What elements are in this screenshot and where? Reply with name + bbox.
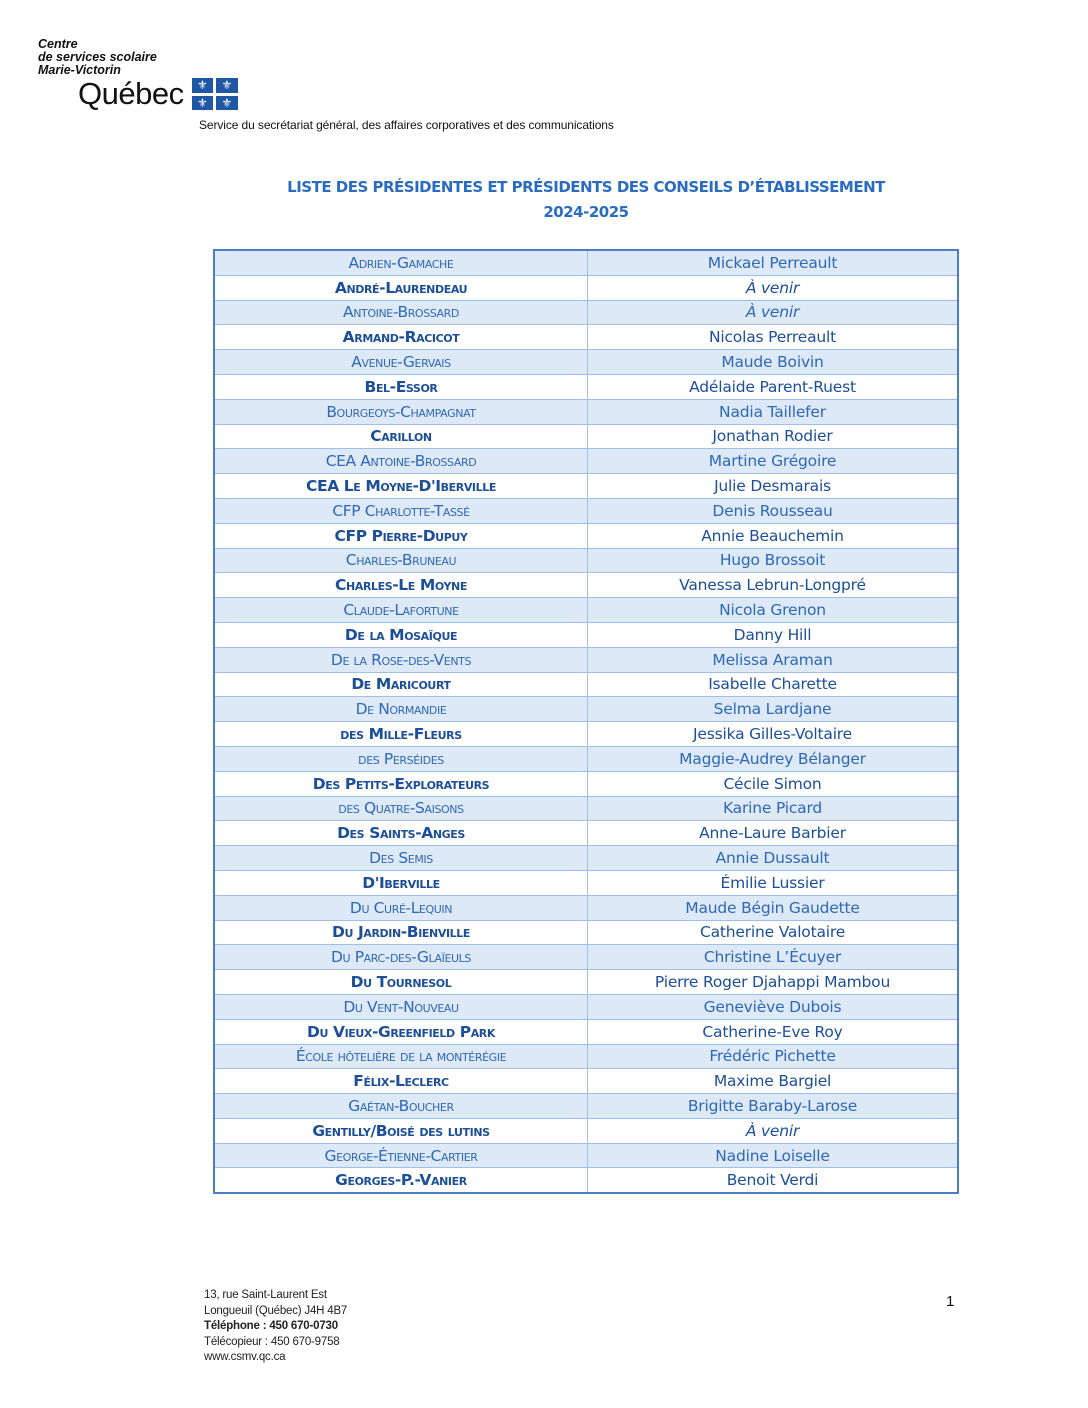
table-row bbox=[214, 870, 958, 895]
president-name: Émilie Lussier bbox=[588, 870, 959, 895]
president-name: À venir bbox=[588, 300, 959, 325]
president-name: Maggie-Audrey Bélanger bbox=[588, 746, 959, 771]
president-name: Geneviève Dubois bbox=[588, 994, 959, 1019]
school-name: Du Vieux-Greenfield Park bbox=[214, 1019, 588, 1044]
school-name: CEA Antoine-Brossard bbox=[214, 449, 588, 474]
fleurdelise-flag-icon: ⚜ ⚜ ⚜ ⚜ bbox=[192, 78, 238, 110]
school-name: Claude-Lafortune bbox=[214, 598, 588, 623]
table-row bbox=[214, 697, 958, 722]
school-name: André-Laurendeau bbox=[214, 275, 588, 300]
school-name: des Mille-Fleurs bbox=[214, 722, 588, 747]
table-row bbox=[214, 846, 958, 871]
school-name: De la Mosaïque bbox=[214, 622, 588, 647]
table-row bbox=[214, 1143, 958, 1168]
president-name: Maude Boivin bbox=[588, 350, 959, 375]
school-name: CFP Pierre-Dupuy bbox=[214, 523, 588, 548]
organization-name bbox=[38, 38, 157, 77]
footer-fax: Télécopieur : 450 670-9758 bbox=[204, 1335, 340, 1348]
school-name: École hôtelière de la montérégie bbox=[214, 1044, 588, 1069]
school-name: Armand-Racicot bbox=[214, 325, 588, 350]
school-name: Du Jardin-Bienville bbox=[214, 920, 588, 945]
table-row bbox=[214, 647, 958, 672]
school-name: Charles-Bruneau bbox=[214, 548, 588, 573]
school-name: De Maricourt bbox=[214, 672, 588, 697]
president-name: Danny Hill bbox=[588, 622, 959, 647]
president-name: Martine Grégoire bbox=[588, 449, 959, 474]
school-name: Georges-P.-Vanier bbox=[214, 1168, 588, 1193]
org-line-3: Marie-Victorin bbox=[38, 63, 121, 77]
table-row bbox=[214, 821, 958, 846]
table-row bbox=[214, 994, 958, 1019]
president-name: Maxime Bargiel bbox=[588, 1069, 959, 1094]
org-line-1: Centre bbox=[38, 37, 78, 51]
table-row bbox=[214, 474, 958, 499]
table-row bbox=[214, 945, 958, 970]
table-row bbox=[214, 548, 958, 573]
president-name: Maude Bégin Gaudette bbox=[588, 895, 959, 920]
president-name: Vanessa Lebrun-Longpré bbox=[588, 573, 959, 598]
president-name: Nadine Loiselle bbox=[588, 1143, 959, 1168]
president-name: Mickael Perreault bbox=[588, 250, 959, 275]
president-name: Karine Picard bbox=[588, 796, 959, 821]
president-name: À venir bbox=[588, 275, 959, 300]
school-name: Du Vent-Nouveau bbox=[214, 994, 588, 1019]
school-name: Avenue-Gervais bbox=[214, 350, 588, 375]
table-row bbox=[214, 722, 958, 747]
school-name: CEA Le Moyne-D'Iberville bbox=[214, 474, 588, 499]
school-name: Gentilly/Boisé des lutins bbox=[214, 1118, 588, 1143]
president-name: Frédéric Pichette bbox=[588, 1044, 959, 1069]
table-row bbox=[214, 920, 958, 945]
president-name: Pierre Roger Djahappi Mambou bbox=[588, 970, 959, 995]
school-name: Charles-Le Moyne bbox=[214, 573, 588, 598]
table-row bbox=[214, 449, 958, 474]
document-year: 2024-2025 bbox=[543, 203, 629, 221]
table-row bbox=[214, 374, 958, 399]
president-name: À venir bbox=[588, 1118, 959, 1143]
table-row bbox=[214, 498, 958, 523]
school-name: De Normandie bbox=[214, 697, 588, 722]
footer-contact bbox=[204, 1288, 347, 1366]
school-name: George-Étienne-Cartier bbox=[214, 1143, 588, 1168]
table-row bbox=[214, 895, 958, 920]
footer-phone: Téléphone : 450 670-0730 bbox=[204, 1320, 338, 1332]
president-name: Nicolas Perreault bbox=[588, 325, 959, 350]
table-row bbox=[214, 771, 958, 796]
school-name: des Quatre-Saisons bbox=[214, 796, 588, 821]
table-row bbox=[214, 399, 958, 424]
school-name: Gaétan-Boucher bbox=[214, 1094, 588, 1119]
school-name: Adrien-Gamache bbox=[214, 250, 588, 275]
school-name: Antoine-Brossard bbox=[214, 300, 588, 325]
table-row bbox=[214, 796, 958, 821]
table-row bbox=[214, 424, 958, 449]
school-name: De la Rose-des-Vents bbox=[214, 647, 588, 672]
footer-website: www.csmv.qc.ca bbox=[204, 1351, 286, 1363]
document-title: LISTE DES PRÉSIDENTES ET PRÉSIDENTS DES CONSEILS D’ÉTABLISSEMENT bbox=[287, 178, 885, 196]
president-name: Brigitte Baraby-Larose bbox=[588, 1094, 959, 1119]
table-row bbox=[214, 746, 958, 771]
school-name: D'Iberville bbox=[214, 870, 588, 895]
president-name: Catherine-Eve Roy bbox=[588, 1019, 959, 1044]
president-name: Benoit Verdi bbox=[588, 1168, 959, 1193]
table-row bbox=[214, 523, 958, 548]
table-row bbox=[214, 970, 958, 995]
presidents-table bbox=[213, 249, 959, 1194]
table-row bbox=[214, 1019, 958, 1044]
president-name: Annie Beauchemin bbox=[588, 523, 959, 548]
school-name: Bel-Essor bbox=[214, 374, 588, 399]
table-row bbox=[214, 573, 958, 598]
table-row bbox=[214, 250, 958, 275]
school-name: Des Saints-Anges bbox=[214, 821, 588, 846]
president-name: Hugo Brossoit bbox=[588, 548, 959, 573]
table-row bbox=[214, 1094, 958, 1119]
school-name: Du Curé-Lequin bbox=[214, 895, 588, 920]
school-name: des Perséides bbox=[214, 746, 588, 771]
president-name: Jonathan Rodier bbox=[588, 424, 959, 449]
page-number: 1 bbox=[946, 1293, 955, 1310]
president-name: Julie Desmarais bbox=[588, 474, 959, 499]
school-name: Des Petits-Explorateurs bbox=[214, 771, 588, 796]
president-name: Cécile Simon bbox=[588, 771, 959, 796]
table-row bbox=[214, 672, 958, 697]
quebec-logo bbox=[78, 76, 238, 112]
president-name: Anne-Laure Barbier bbox=[588, 821, 959, 846]
school-name: CFP Charlotte-Tassé bbox=[214, 498, 588, 523]
service-name: Service du secrétariat général, des affaires corporatives et des communications bbox=[199, 118, 614, 132]
table-row bbox=[214, 325, 958, 350]
quebec-wordmark: Québec bbox=[78, 76, 184, 111]
school-name: Des Semis bbox=[214, 846, 588, 871]
school-name: Carillon bbox=[214, 424, 588, 449]
president-name: Nadia Taillefer bbox=[588, 399, 959, 424]
table-row bbox=[214, 275, 958, 300]
table-row bbox=[214, 1118, 958, 1143]
president-name: Denis Rousseau bbox=[588, 498, 959, 523]
table-row bbox=[214, 300, 958, 325]
footer-address-2: Longueuil (Québec) J4H 4B7 bbox=[204, 1304, 348, 1317]
table-row bbox=[214, 350, 958, 375]
table-row bbox=[214, 1069, 958, 1094]
president-name: Selma Lardjane bbox=[588, 697, 959, 722]
school-name: Du Parc-des-Glaïeuls bbox=[214, 945, 588, 970]
table-row bbox=[214, 622, 958, 647]
president-name: Christine L’Écuyer bbox=[588, 945, 959, 970]
president-name: Catherine Valotaire bbox=[588, 920, 959, 945]
school-name: Bourgeoys-Champagnat bbox=[214, 399, 588, 424]
president-name: Isabelle Charette bbox=[588, 672, 959, 697]
president-name: Jessika Gilles-Voltaire bbox=[588, 722, 959, 747]
president-name: Nicola Grenon bbox=[588, 598, 959, 623]
president-name: Adélaide Parent-Ruest bbox=[588, 374, 959, 399]
table-row bbox=[214, 1044, 958, 1069]
footer-address-1: 13, rue Saint-Laurent Est bbox=[204, 1289, 327, 1301]
table-row bbox=[214, 598, 958, 623]
table-row bbox=[214, 1168, 958, 1193]
president-name: Melissa Araman bbox=[588, 647, 959, 672]
school-name: Du Tournesol bbox=[214, 970, 588, 995]
school-name: Félix-Leclerc bbox=[214, 1069, 588, 1094]
org-line-2: de services scolaire bbox=[38, 50, 157, 64]
president-name: Annie Dussault bbox=[588, 846, 959, 871]
